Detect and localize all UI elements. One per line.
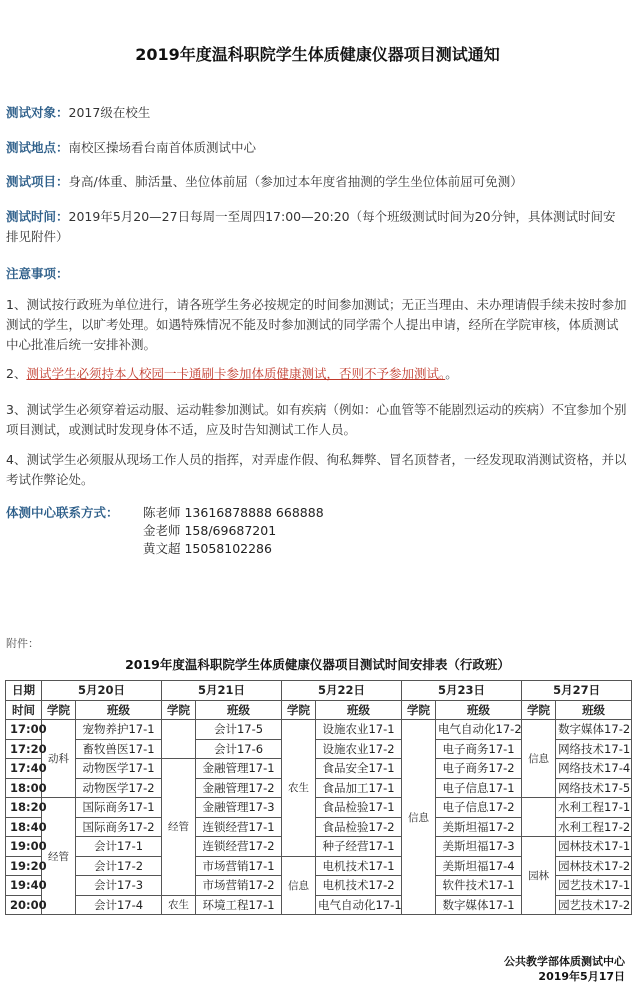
class-cell: 园艺技术17-2 xyxy=(556,895,632,915)
class-cell: 市场营销17-2 xyxy=(196,876,282,896)
date-cell: 5月23日 xyxy=(402,681,522,701)
contact-person-3: 黄文超 15058102286 xyxy=(143,541,272,556)
dept-cell: 园林 xyxy=(522,837,556,915)
column-header-row xyxy=(6,700,632,720)
class-cell: 会计17-6 xyxy=(196,739,282,759)
class-cell: 网络技术17-1 xyxy=(556,739,632,759)
class-cell: 电子商务17-2 xyxy=(436,759,522,779)
date-row xyxy=(6,681,632,701)
contact-person-1: 陈老师 13616878888 668888 xyxy=(143,505,324,520)
class-cell: 美斯坦福17-3 xyxy=(436,837,522,857)
class-cell: 会计17-4 xyxy=(76,895,162,915)
class-cell: 水利工程17-2 xyxy=(556,817,632,837)
dept-header: 学院 xyxy=(282,700,316,720)
class-cell: 连锁经营17-2 xyxy=(196,837,282,857)
items-line xyxy=(6,172,628,192)
time-cell: 18:40 xyxy=(6,817,42,837)
class-header: 班级 xyxy=(436,700,522,720)
class-cell: 软件技术17-1 xyxy=(436,876,522,896)
class-cell: 园艺技术17-1 xyxy=(556,876,632,896)
page-title: 2019年度温科职院学生体质健康仪器项目测试通知 xyxy=(135,45,500,64)
target-label: 测试对象： xyxy=(6,105,69,120)
class-cell: 电机技术17-2 xyxy=(316,876,402,896)
class-cell: 会计17-2 xyxy=(76,856,162,876)
dept-cell: 信息 xyxy=(402,720,436,915)
location-label: 测试地点： xyxy=(6,140,69,155)
class-cell: 环境工程17-1 xyxy=(196,895,282,915)
time-label: 测试时间： xyxy=(6,209,69,224)
class-cell: 市场营销17-1 xyxy=(196,856,282,876)
note-2 xyxy=(6,364,628,384)
items-label: 测试项目： xyxy=(6,174,69,189)
dept-cell: 农生 xyxy=(282,720,316,857)
class-cell: 美斯坦福17-2 xyxy=(436,817,522,837)
date-cell: 5月20日 xyxy=(42,681,162,701)
class-cell: 电子信息17-1 xyxy=(436,778,522,798)
note-3: 3、测试学生必须穿着运动服、运动鞋参加测试。如有疾病（例如：心血管等不能剧烈运动的疾病）不宜参加个别项目测试，或测试时发现身体不适，应及时告知测试工作人员。 xyxy=(6,402,627,437)
contact-heading: 体测中心联系方式： xyxy=(6,505,119,520)
class-cell: 设施农业17-1 xyxy=(316,720,402,740)
class-cell: 电气自动化17-1 xyxy=(316,895,402,915)
attachment-label: 附件： xyxy=(6,637,39,650)
dept-header: 学院 xyxy=(522,700,556,720)
schedule-title: 2019年度温科职院学生体质健康仪器项目测试时间安排表（行政班） xyxy=(125,657,510,672)
target-value: 2017级在校生 xyxy=(68,105,151,120)
class-cell: 数字媒体17-2 xyxy=(556,720,632,740)
note-2-prefix: 2、 xyxy=(6,366,27,381)
class-cell: 金融管理17-2 xyxy=(196,778,282,798)
class-header: 班级 xyxy=(316,700,402,720)
class-cell: 美斯坦福17-4 xyxy=(436,856,522,876)
class-cell: 国际商务17-1 xyxy=(76,798,162,818)
note-4: 4、测试学生必须服从现场工作人员的指挥，对弄虚作假、徇私舞弊、冒名顶替者，一经发现取消测试资格，并以考试作弊论处。 xyxy=(6,452,627,487)
class-header: 班级 xyxy=(196,700,282,720)
footer-date: 2019年5月17日 xyxy=(538,970,625,983)
class-cell: 电子信息17-2 xyxy=(436,798,522,818)
time-value: 2019年5月20—27日每周一至周四17:00—20:20（每个班级测试时间为20分钟，具体测试时间安排见附件） xyxy=(6,209,616,244)
time-cell: 19:00 xyxy=(6,837,42,857)
class-cell: 金融管理17-3 xyxy=(196,798,282,818)
class-cell: 动物医学17-2 xyxy=(76,778,162,798)
class-cell: 电机技术17-1 xyxy=(316,856,402,876)
class-cell: 食品安全17-1 xyxy=(316,759,402,779)
time-cell: 17:20 xyxy=(6,739,42,759)
date-cell: 5月22日 xyxy=(282,681,402,701)
class-cell: 数字媒体17-1 xyxy=(436,895,522,915)
table-row xyxy=(6,837,632,857)
class-cell: 园林技术17-2 xyxy=(556,856,632,876)
class-cell: 会计17-1 xyxy=(76,837,162,857)
class-cell: 种子经营17-1 xyxy=(316,837,402,857)
table-row xyxy=(6,720,632,740)
table-row xyxy=(6,798,632,818)
class-cell: 食品加工17-1 xyxy=(316,778,402,798)
dept-cell xyxy=(522,798,556,837)
footer-org: 公共教学部体质测试中心 xyxy=(504,955,625,968)
time-line xyxy=(6,207,628,247)
time-cell: 19:20 xyxy=(6,856,42,876)
dept-header: 学院 xyxy=(162,700,196,720)
note-1: 1、测试按行政班为单位进行，请各班学生务必按规定的时间参加测试；无正当理由、未办理请假手续未按时参加测试的学生，以旷考处理。如遇特殊情况不能及时参加测试的同学需个人提出申请，经所在学院审核，体质测试中心批准后统一安排补测。 xyxy=(6,297,627,352)
class-cell: 宠物养护17-1 xyxy=(76,720,162,740)
target-line xyxy=(6,103,628,123)
dept-cell: 农生 xyxy=(162,895,196,915)
note-2-end: 。 xyxy=(445,366,458,381)
time-cell: 17:00 xyxy=(6,720,42,740)
time-cell: 18:20 xyxy=(6,798,42,818)
dept-header: 学院 xyxy=(402,700,436,720)
date-cell: 5月21日 xyxy=(162,681,282,701)
date-header: 日期 xyxy=(6,681,42,701)
schedule-table xyxy=(5,680,632,915)
time-header: 时间 xyxy=(6,700,42,720)
class-cell: 电子商务17-1 xyxy=(436,739,522,759)
class-header: 班级 xyxy=(76,700,162,720)
note-2-text: 测试学生必须持本人校园一卡通刷卡参加体质健康测试，否则不予参加测试。 xyxy=(26,366,446,381)
class-cell: 食品检验17-2 xyxy=(316,817,402,837)
dept-cell: 经管 xyxy=(42,798,76,915)
class-cell: 动物医学17-1 xyxy=(76,759,162,779)
dept-header: 学院 xyxy=(42,700,76,720)
time-cell: 19:40 xyxy=(6,876,42,896)
class-cell: 国际商务17-2 xyxy=(76,817,162,837)
notes-heading: 注意事项： xyxy=(6,266,69,281)
class-cell: 网络技术17-5 xyxy=(556,778,632,798)
class-cell: 水利工程17-1 xyxy=(556,798,632,818)
class-cell: 会计17-5 xyxy=(196,720,282,740)
items-value: 身高/体重、肺活量、坐位体前屈（参加过本年度省抽测的学生坐位体前屈可免测） xyxy=(68,174,523,189)
class-cell: 电气自动化17-2 xyxy=(436,720,522,740)
time-cell: 20:00 xyxy=(6,895,42,915)
class-cell: 设施农业17-2 xyxy=(316,739,402,759)
dept-cell: 经管 xyxy=(162,759,196,896)
dept-cell: 动科 xyxy=(42,720,76,798)
dept-cell: 信息 xyxy=(522,720,556,798)
dept-cell: 信息 xyxy=(282,856,316,915)
time-cell: 17:40 xyxy=(6,759,42,779)
class-cell: 网络技术17-4 xyxy=(556,759,632,779)
time-cell: 18:00 xyxy=(6,778,42,798)
location-line xyxy=(6,138,628,158)
location-value: 南校区操场看台南首体质测试中心 xyxy=(68,140,257,155)
class-cell: 畜牧兽医17-1 xyxy=(76,739,162,759)
date-cell: 5月27日 xyxy=(522,681,632,701)
class-cell: 园林技术17-1 xyxy=(556,837,632,857)
class-cell: 会计17-3 xyxy=(76,876,162,896)
class-header: 班级 xyxy=(556,700,632,720)
dept-cell xyxy=(162,720,196,759)
class-cell: 连锁经营17-1 xyxy=(196,817,282,837)
class-cell: 食品检验17-1 xyxy=(316,798,402,818)
contact-person-2: 金老师 158/69687201 xyxy=(143,523,277,538)
class-cell: 金融管理17-1 xyxy=(196,759,282,779)
